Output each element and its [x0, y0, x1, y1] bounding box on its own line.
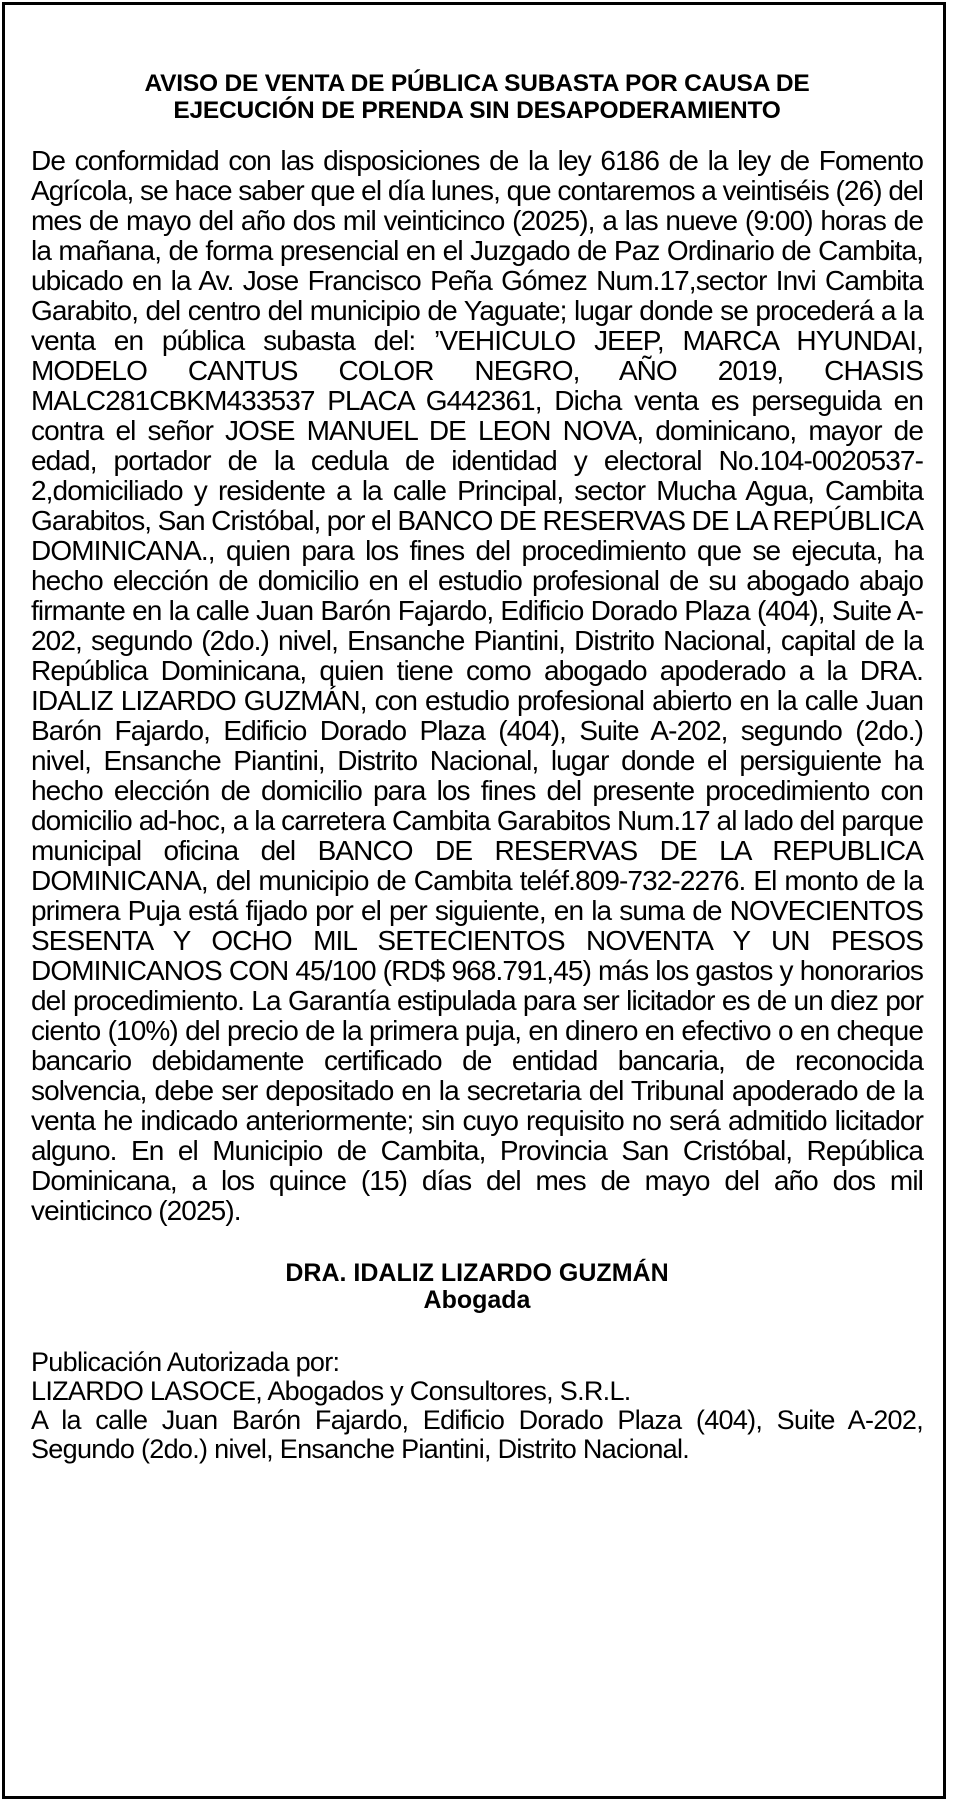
notice-title-line-2: EJECUCIÓN DE PRENDA SIN DESAPODERAMIENTO	[173, 97, 781, 124]
publisher-authorized-label: Publicación Autorizada por:	[31, 1347, 340, 1377]
notice-body: De conformidad con las disposiciones de la ley 6186 de la ley de Fomento Agrícola, se hace saber que el día lunes, que contaremos a veintiséis (26) del mes de mayo del año dos mil veinticinco (2025), a las nueve (9:00) horas de la mañana, de forma presencial en el Juzgado de Paz Ordinario de Cambita, ubicado en la Av. Jose Francisco Peña Gómez Num.17,sector Invi Cambita Garabito, del centro del municipio de Yaguate; lugar donde se procederá a la venta en pública subasta del: ’VEHICULO JEEP, MARCA HYUNDAI, MODELO CANTUS COLOR NEGRO, AÑO 2019, CHASIS MALC281CBKM433537 PLACA G442361, Dicha venta es perseguida en contra el señor JOSE MANUEL DE LEON NOVA, dominicano, mayor de edad, portador de la cedula de identidad y electoral No.104-0020537-2,domiciliado y residente a la calle Principal, sector Mucha Agua, Cambita Garabitos, San Cristóbal, por el BANCO DE RESERVAS DE LA REPÚBLICA DOMINICANA., quien para los fines del procedimiento que se ejecuta, ha hecho elección de domicilio en el estudio profesional de su abogado abajo firmante en la calle Juan Barón Fajardo, Edificio Dorado Plaza (404), Suite A-202, segundo (2do.) nivel, Ensanche Piantini, Distrito Nacional, capital de la República Dominicana, quien tiene como abogado apoderado a la DRA. IDALIZ LIZARDO GUZMÁN, con estudio profesional abierto en la calle Juan Barón Fajardo, Edificio Dorado Plaza (404), Suite A-202, segundo (2do.) nivel, Ensanche Piantini, Distrito Nacional, lugar donde el persiguiente ha hecho elección de domicilio para los fines del presente procedimiento con domicilio ad-hoc, a la carretera Cambita Garabitos Num.17 al lado del parque municipal oficina del BANCO DE RESERVAS DE LA REPUBLICA DOMINICANA, del municipio de Cambita teléf.809-732-2276. El monto de la primera Puja está fijado por el per siguiente, en la suma de NOVECIENTOS SESENTA Y OCHO MIL SETECIENTOS NOVENTA Y UN PESOS DOMINICANOS CON 45/100 (RD$ 968.791,45) más los gastos y honorarios del procedimiento. La Garantía estipulada para ser licitador es de un diez por ciento (10%) del precio de la primera puja, en dinero en efectivo o en cheque bancario debidamente certificado de entidad bancaria, de reconocida solvencia, debe ser depositado en la secretaria del Tribunal apoderado de la venta he indicado anteriormente; sin cuyo requisito no será admitido licitador alguno. En el Municipio de Cambita, Provincia San Cristóbal, República Dominicana, a los quince (15) días del mes de mayo del año dos mil veinticinco (2025).	[31, 145, 923, 1226]
signatory-role: Abogada	[423, 1286, 531, 1314]
notice-title-line-1: AVISO DE VENTA DE PÚBLICA SUBASTA POR CAUSA DE	[144, 70, 810, 97]
publisher-address: A la calle Juan Barón Fajardo, Edificio Dorado Plaza (404), Suite A-202, Segundo (2do.) nivel, Ensanche Piantini, Distrito Nacional.	[31, 1405, 923, 1464]
publisher-block	[31, 1348, 923, 1464]
legal-notice	[31, 70, 923, 1464]
notice-title	[31, 70, 923, 124]
signatory-name: DRA. IDALIZ LIZARDO GUZMÁN	[285, 1259, 669, 1287]
signature-block	[31, 1260, 923, 1314]
publisher-firm-name: LIZARDO LASOCE, Abogados y Consultores, S.R.L.	[31, 1376, 631, 1406]
